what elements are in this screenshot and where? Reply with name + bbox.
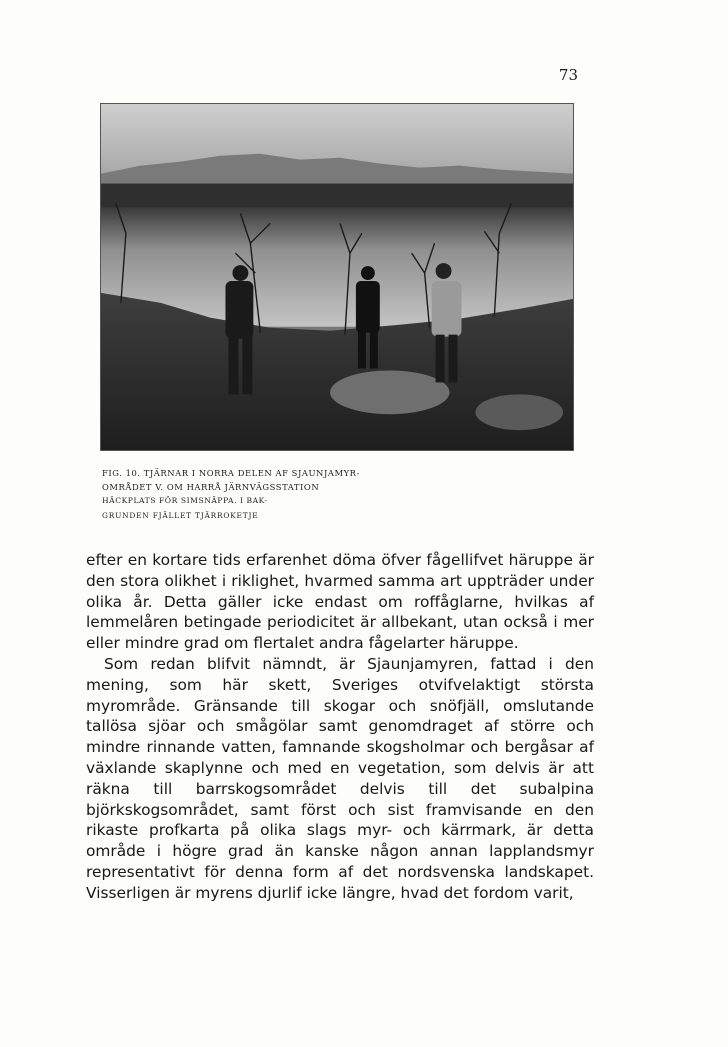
figure-photograph [100, 103, 574, 451]
caption-line: HÄCKPLATS FÖR SIMSNÄPPA. I BAK- [102, 496, 268, 506]
photo-rock [475, 394, 563, 430]
paragraph: Som redan blifvit nämndt, är Sjaunjamyren, fattad i den mening, som här skett, Sveriges otvifvelaktigt största myrområde. Gränsande till skogar och snöfjäll, omslutande tallösa sjöar och smågölar samt genomdraget af större och mindre rinnande vatten, famnande skogsholmar och bergåsar af växlande skaplynne och med en vegetation, som delvis är att räkna till barrskogsområdet delvis till det subalpina björkskogsområdet, samt först och sist framvisande en den rikaste profkarta på olika slags myr- och kärrmark, är detta område i högre grad än kanske någon annan lapplandsmyr representativt för denna form af det nordsvenska landskapet. Visserligen är myrens djurlif icke längre, hvad det fordom varit, [86, 654, 594, 902]
photo-rock [330, 370, 449, 414]
figure-caption [102, 466, 462, 523]
page-number: 73 [558, 66, 578, 84]
caption-line: OMRÅDET V. OM HARRÅ JÄRNVÄGSSTATION [102, 482, 320, 493]
paragraph: efter en kortare tids erfarenhet döma öfver fågellifvet häruppe är den stora olikhet i riklighet, hvarmed samma art uppträder under olika år. Detta gäller icke endast om roffåglarne, hvilkas af lemmelåren betingade periodicitet är allbekant, utan också i mer eller mindre grad om flertalet andra fågelarter häruppe. [86, 551, 594, 653]
caption-line: GRUNDEN FJÄLLET TJÄRROKETJE [102, 510, 259, 520]
photo-far-shore [101, 184, 573, 210]
body-text [86, 550, 594, 904]
caption-line: FIG. 10. TJÄRNAR I NORRA DELEN AF SJAUNJAMYR- [102, 468, 360, 478]
